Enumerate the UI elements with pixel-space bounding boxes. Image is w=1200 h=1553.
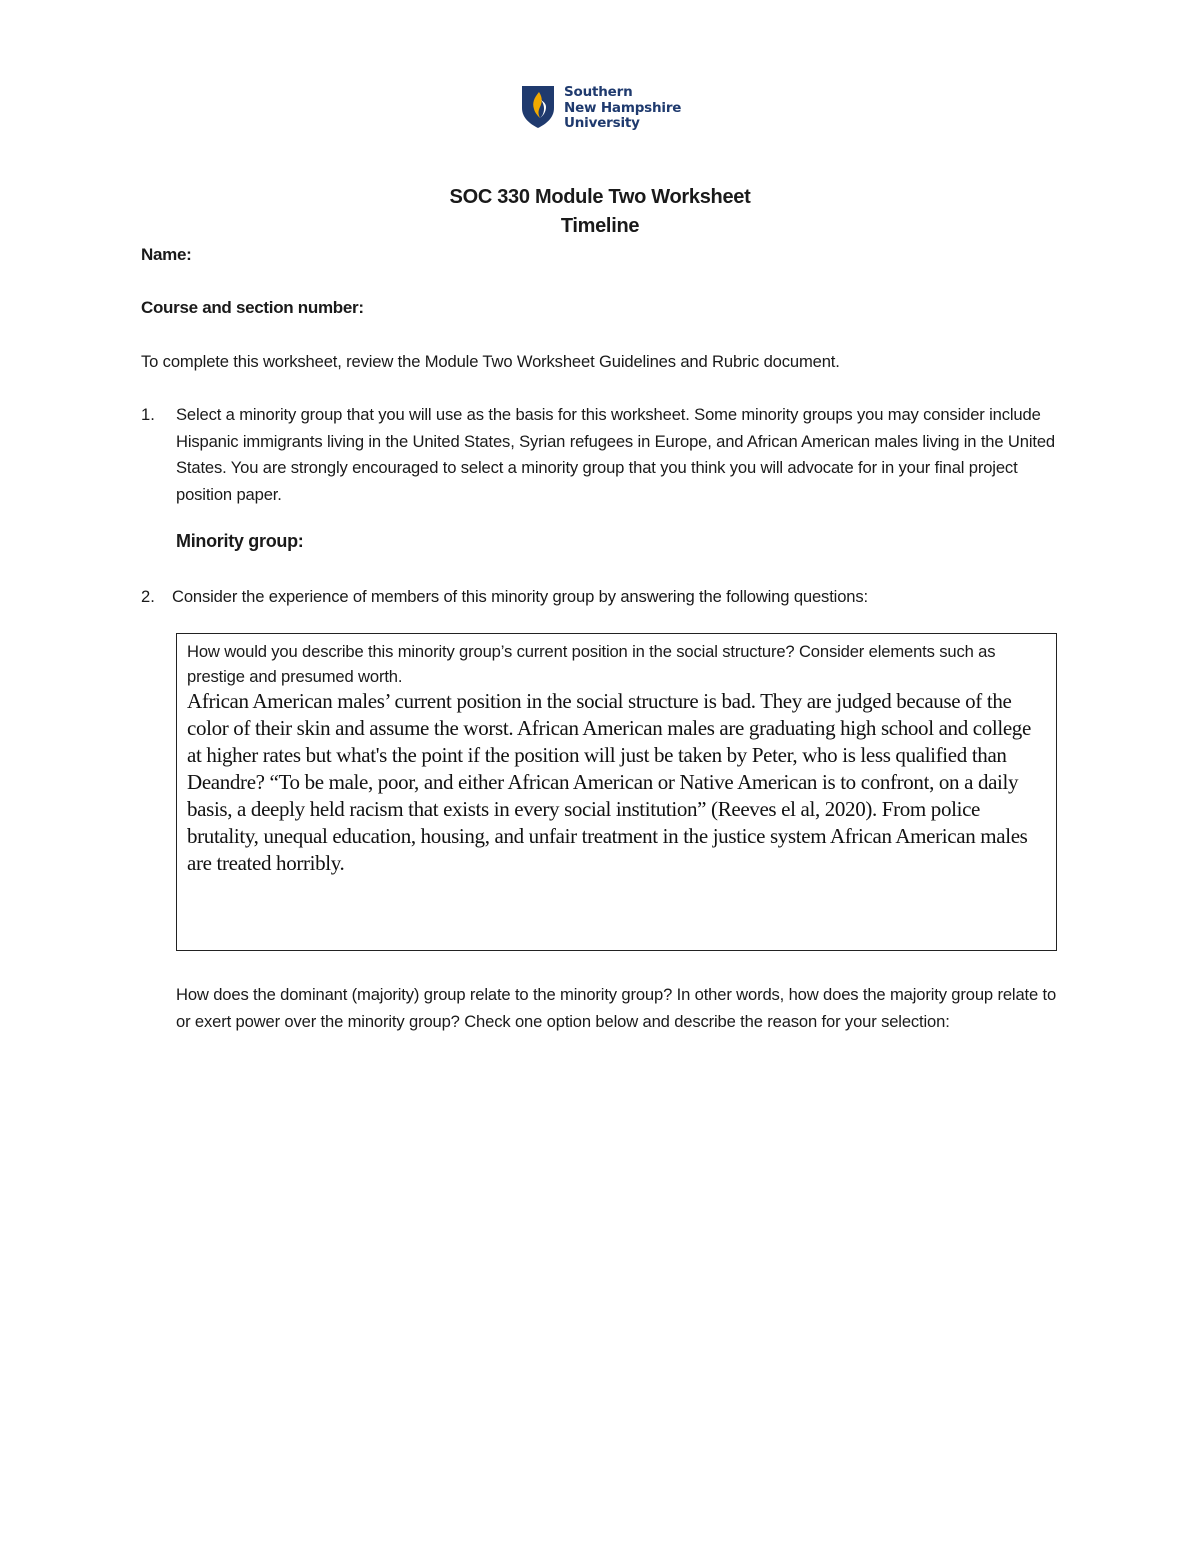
question-3-text: How does the dominant (majority) group relate to the minority group? In other words, how does the majority group relate to or exert power over the minority group? Check one option below and describe the reason for your selection: [176,985,1057,1031]
intro-text: To complete this worksheet, review the Module Two Worksheet Guidelines and Rubric document. [141,352,840,371]
box-question: How would you describe this minority group’s current position in the social structure? Consider elements such as prestige and presumed worth. [187,642,996,686]
logo-wordmark [564,84,681,132]
item-2-text: Consider the experience of members of this minority group by answering the following questions: [172,587,868,606]
logo-line-2: New Hampshire [564,99,682,116]
logo-line-3: University [564,115,640,131]
item-2-number: 2. [141,587,155,606]
box-answer: African American males’ current position in the social structure is bad. They are judged because of the color of their skin and assume the worst. African American males are graduating high school and college at higher rates but what's the point if the position will just be taken by Peter, who is less qualified than Deandre? “To be male, poor, and either African American or Native American is to confront, on a daily basis, a deeply held racism that exists in every social institution” (Reeves el al, 2020). From police brutality, unequal education, housing, and unfair treatment in the justice system African American males are treated horribly. [187,689,1031,875]
course-section-label: Course and section number: [141,298,364,317]
name-label: Name: [141,245,192,264]
page-subtitle: Timeline [560,215,640,237]
university-logo [520,84,681,132]
logo-line-1: Southern [564,84,633,100]
page-title: SOC 330 Module Two Worksheet [449,186,751,208]
minority-group-label: Minority group: [176,531,304,551]
flame-shield-icon [520,84,556,130]
item-1-text: Select a minority group that you will use as the basis for this worksheet. Some minority groups you may consider include Hispanic immigrants living in the United States, Syrian refugees in Europe, and African American males living in the United States. You are strongly encouraged to select a minority group that you think you will advocate for in your final project position paper. [176,405,1055,504]
item-1-number: 1. [141,405,155,424]
answer-box [176,633,1057,951]
